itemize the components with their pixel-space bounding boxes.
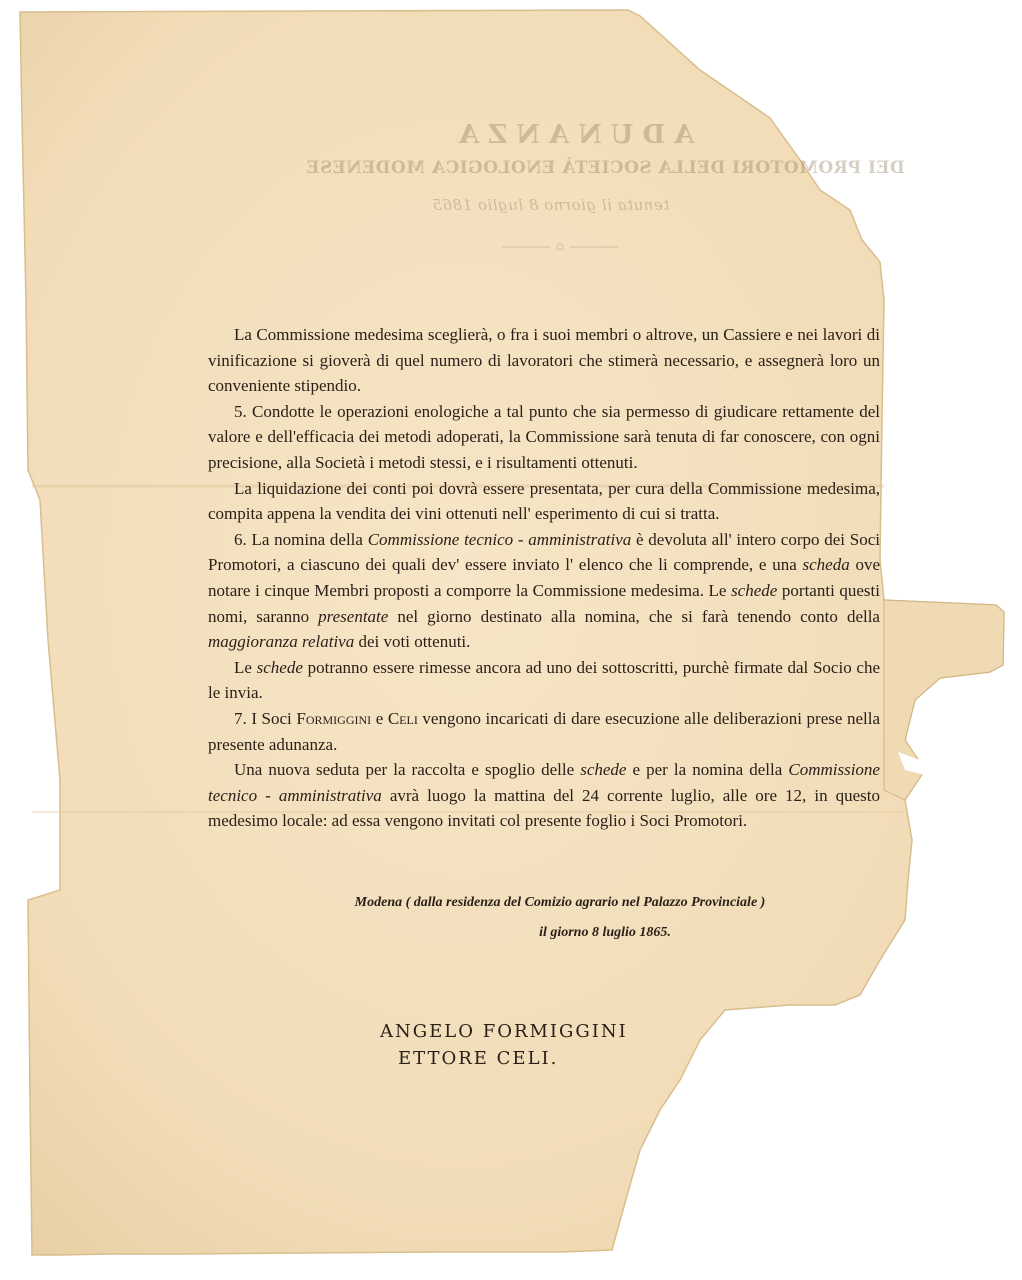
bleed-through-heading: ADUNANZA (450, 120, 695, 150)
signatures (380, 1018, 700, 1072)
paragraph-liquidation: La liquidazione dei conti poi dovrà essere presentata, per cura della Commissione medesima, compita appena la vendita dei vini ottenuti nell' esperimento di cui si tratta. (208, 478, 880, 524)
paragraph-ballots: Le schede potranno essere rimesse ancora ad uno dei sottoscritti, purchè firmate dal Socio che le invia. (208, 657, 880, 703)
dateline-place: Modena ( dalla residenza del Comizio agrario nel Palazzo Provinciale ) (354, 895, 766, 910)
paragraph-article-5: 5. Condotte le operazioni enologiche a tal punto che sia permesso di giudicare rettamente del valore e dell'efficacia dei metodi adoperati, la Commissione sarà tenuta di far conoscere, con ogni precisione, alla Società i metodi stessi, e i risultamenti ottenuti. (208, 401, 880, 472)
dateline (250, 888, 870, 948)
document-body (208, 322, 880, 834)
bleed-through-held-on: tenuta il giorno 8 luglio 1865 (432, 196, 670, 214)
signature-celi: ETTORE CELI. (398, 1048, 559, 1069)
bleed-through-ornament (500, 240, 620, 254)
signature-formiggini: ANGELO FORMIGGINI (380, 1021, 628, 1042)
paragraph-article-6: 6. La nomina della Commissione tecnico - amministrativa è devoluta all' intero corpo dei Soci Promotori, a ciascuno dei quali dev' essere inviato l' elenco che li comprende, e una scheda ove notare i cinque Membri proposti a comporre la Commissione medesima. Le schede portanti questi nomi, saranno presentate nel giorno destinato alla nomina, che si farà tenendo conto della maggioranza relativa dei voti ottenuti. (208, 529, 881, 652)
paragraph-next-session: Una nuova seduta per la raccolta e spoglio delle schede e per la nomina della Commissione tecnico - amministrativa avrà luogo la mattina del 24 corrente luglio, alle ore 12, in questo medesimo locale: ad essa vengono invitati col presente foglio i Soci Promotori. (208, 760, 880, 831)
dateline-date: il giorno 8 luglio 1865. (539, 925, 671, 940)
bleed-through-subheading: DEI PROMOTORI DELLA SOCIETÀ ENOLOGICA MODENESE (306, 158, 905, 178)
paper-flap (884, 600, 1004, 800)
paragraph-commission-cashier: La Commissione medesima sceglierà, o fra i suoi membri o altrove, un Cassiere e nei lavori di vinificazione si gioverà di quel numero di lavoratori che stimerà necessario, e assegnerà loro un conveniente stipendio. (208, 325, 880, 396)
paragraph-article-7: 7. I Soci Formiggini e Celi vengono incaricati di dare esecuzione alle deliberazioni prese nella presente adunanza. (208, 708, 881, 754)
